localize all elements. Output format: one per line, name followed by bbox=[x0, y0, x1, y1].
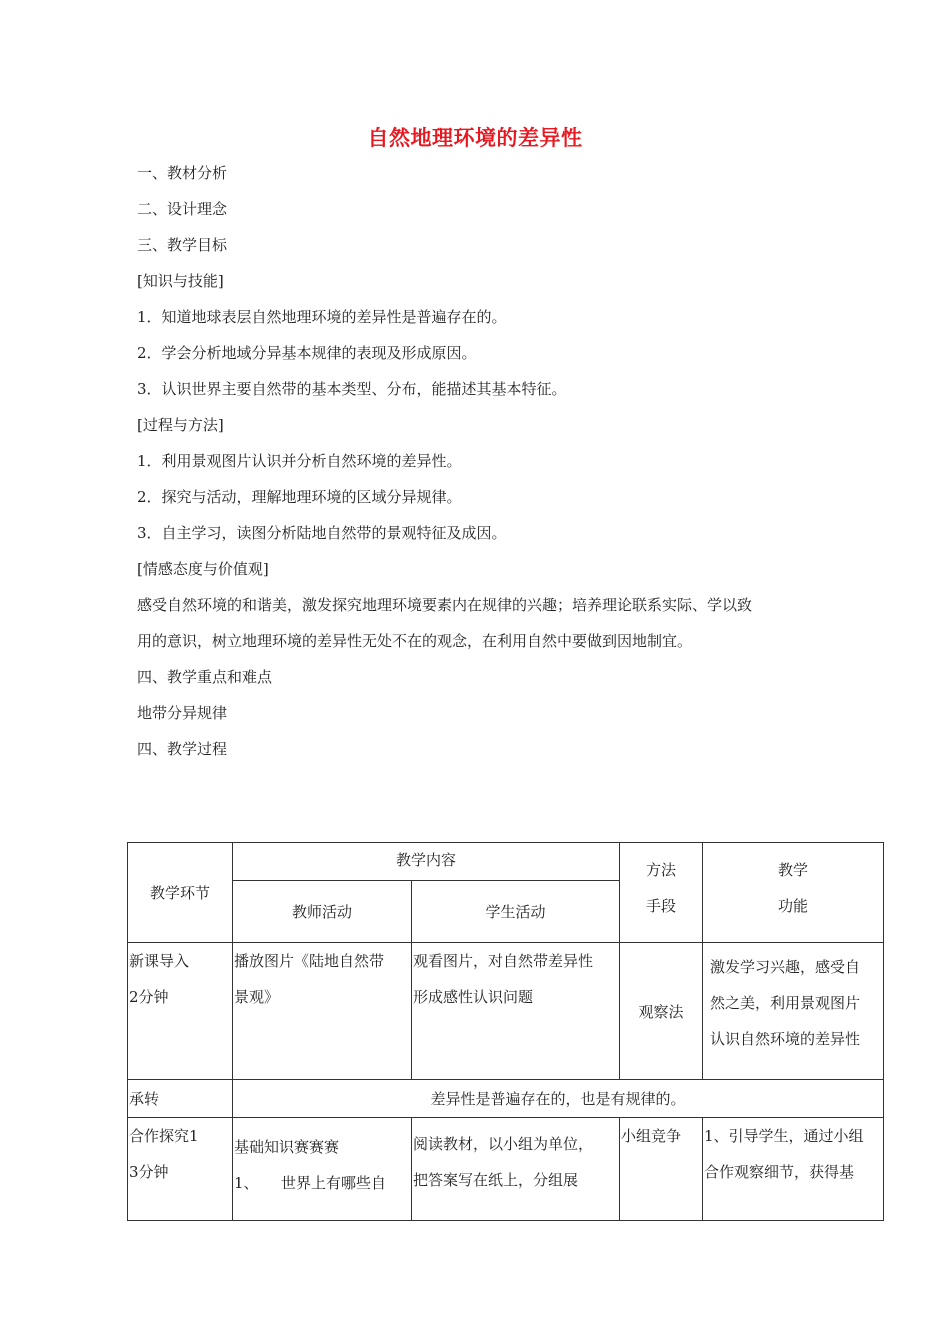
focus-text: 地带分异规律 bbox=[137, 704, 228, 722]
table-row bbox=[128, 1080, 884, 1118]
stage-cell: 新课导入 2分钟 bbox=[128, 943, 233, 1080]
objective-item: 3．自主学习，读图分析陆地自然带的景观特征及成因。 bbox=[137, 524, 507, 542]
header-teacher: 教师活动 bbox=[233, 881, 412, 943]
student-cell: 阅读教材，以小组为单位， 把答案写在纸上，分组展 bbox=[412, 1118, 620, 1221]
function-cell: 激发学习兴趣，感受自 然之美，利用景观图片 认识自然环境的差异性 bbox=[703, 943, 884, 1080]
section-heading: 四、教学过程 bbox=[137, 740, 228, 758]
objective-item: 1．利用景观图片认识并分析自然环境的差异性。 bbox=[137, 452, 462, 470]
lesson-plan-table bbox=[127, 842, 884, 1221]
objective-item: 3．认识世界主要自然带的基本类型、分布，能描述其基本特征。 bbox=[137, 380, 567, 398]
header-stage: 教学环节 bbox=[128, 843, 233, 943]
objective-item: 1．知道地球表层自然地理环境的差异性是普遍存在的。 bbox=[137, 308, 507, 326]
document-title: 自然地理环境的差异性 bbox=[367, 126, 583, 150]
document-body bbox=[137, 160, 857, 772]
teacher-cell: 播放图片《陆地自然带 景观》 bbox=[233, 943, 412, 1080]
method-cell: 观察法 bbox=[620, 943, 703, 1080]
paragraph-line: 用的意识，树立地理环境的差异性无处不在的观念，在利用自然中要做到因地制宜。 bbox=[137, 632, 693, 650]
objective-item: 2．探究与活动，理解地理环境的区域分异规律。 bbox=[137, 488, 462, 506]
header-method: 方法 手段 bbox=[620, 843, 703, 943]
header-student: 学生活动 bbox=[412, 881, 620, 943]
section-heading: 四、教学重点和难点 bbox=[137, 668, 273, 686]
student-cell: 观看图片，对自然带差异性 形成感性认识问题 bbox=[412, 943, 620, 1080]
stage-cell: 合作探究1 3分钟 bbox=[128, 1118, 233, 1221]
table-row bbox=[128, 943, 884, 1080]
method-cell: 小组竞争 bbox=[620, 1118, 703, 1221]
paragraph-line: 感受自然环境的和谐美，激发探究地理环境要素内在规律的兴趣；培养理论联系实际、学以致 bbox=[137, 596, 753, 614]
stage-cell: 承转 bbox=[128, 1080, 233, 1118]
section-heading: 二、设计理念 bbox=[137, 200, 228, 218]
header-content: 教学内容 bbox=[233, 843, 620, 881]
teacher-cell: 基础知识赛赛赛 1、 世界上有哪些自 bbox=[233, 1118, 412, 1221]
section-heading: 三、教学目标 bbox=[137, 236, 228, 254]
section-heading: 一、教材分析 bbox=[137, 164, 228, 182]
function-cell: 1、引导学生，通过小组 合作观察细节，获得基 bbox=[703, 1118, 884, 1221]
transition-cell: 差异性是普遍存在的，也是有规律的。 bbox=[233, 1080, 884, 1118]
table-row bbox=[128, 1118, 884, 1221]
subsection-heading: [过程与方法] bbox=[137, 416, 224, 434]
objective-item: 2．学会分析地域分异基本规律的表现及形成原因。 bbox=[137, 344, 477, 362]
subsection-heading: [情感态度与价值观] bbox=[137, 560, 269, 578]
subsection-heading: [知识与技能] bbox=[137, 272, 224, 290]
header-function: 教学 功能 bbox=[703, 843, 884, 943]
